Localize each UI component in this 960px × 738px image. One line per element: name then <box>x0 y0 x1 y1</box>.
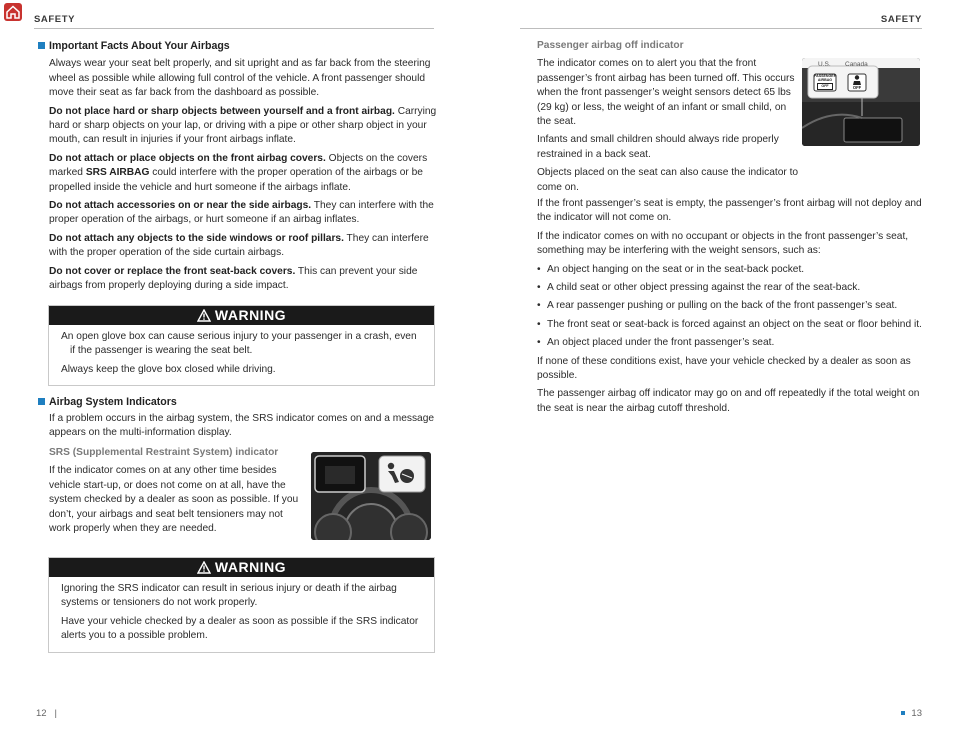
passenger-indicator-body <box>537 197 925 420</box>
warning-text: Ignoring the SRS indicator can result in serious injury or death if the airbag systems or tensioners do not work properly. <box>61 583 397 609</box>
interference-list <box>537 263 925 351</box>
header-rule <box>34 28 434 29</box>
passenger-subhead: Passenger airbag off indicator <box>537 40 684 51</box>
srs-indicator-figure <box>311 452 431 540</box>
section-title: Airbag System Indicators <box>38 395 298 409</box>
important-facts-section <box>38 39 438 298</box>
srs-subhead: SRS (Supplemental Restraint System) indicator <box>49 447 279 458</box>
body-paragraph: Infants and small children should always ride properly restrained in a back seat. <box>537 134 779 160</box>
body-paragraph: The passenger airbag off indicator may go on and off repeatedly if the total weight on the seat is near the airbag cutoff threshold. <box>537 388 920 414</box>
warning-box-glovebox <box>48 305 435 386</box>
intro-paragraph: Always wear your seat belt properly, and sit upright and as far back from the steering wheel as possible while allowing full control of the vehicle. A front passenger should move their seat as far back from the dashboard as possible. <box>49 58 431 99</box>
page-number: 12 | <box>36 708 57 719</box>
fact-item: Do not attach any objects to the side windows or roof pillars. They can interfere with the proper operation of the side curtain airbags. <box>49 232 429 259</box>
srs-indicator-block <box>49 446 299 540</box>
figure-label-us: U.S. <box>818 61 831 68</box>
warning-text: Have your vehicle checked by a dealer as soon as possible if the SRS indicator alerts you to a possible problem. <box>61 615 419 642</box>
page-number: 13 <box>901 708 922 719</box>
right-page <box>480 0 960 738</box>
us-indicator-badge: PASSENGER AIRBAG OFF <box>814 74 837 89</box>
section-title: Important Facts About Your Airbags <box>38 39 438 53</box>
fact-item: Do not cover or replace the front seat-back covers. This can prevent your side airbags from properly deploying during a side impact. <box>49 265 418 292</box>
fact-item: Do not attach or place objects on the front airbag covers. Objects on the covers marked SRS AIRBAG could interfere with the proper operation of the airbags or be propelled inside the vehicle and hurt someone if the airbags inflate. <box>49 152 428 193</box>
list-item: • An object hanging on the seat or in the seat-back pocket. <box>537 263 925 277</box>
page-marker-icon <box>901 711 905 715</box>
fact-item: Do not place hard or sharp objects between yourself and a front airbag. Carrying hard or sharp objects on your lap, or driving with a pipe or other sharp object in your mouth, can result in injuries if your front airbags inflate. <box>49 105 437 146</box>
canada-indicator-badge: OFF <box>852 85 862 90</box>
page-header: SAFETY <box>34 14 76 25</box>
page-header: SAFETY <box>880 14 922 25</box>
warning-triangle-icon <box>197 560 211 579</box>
body-paragraph: If the indicator comes on with no occupant or objects in the front passenger’s seat, something may be interfering with the weight sensors, such as: <box>537 230 909 257</box>
srs-body: If the indicator comes on at any other time besides vehicle start-up, or does not come on at all, have the system checked by a dealer as soon as possible. If you don’t, your airbags and seat belt tensioners may not work properly when they are needed. <box>49 465 299 535</box>
warning-bar: WARNING <box>49 306 434 325</box>
passenger-indicator-intro <box>537 39 799 199</box>
passenger-airbag-figure <box>802 58 920 146</box>
warning-text: An open glove box can cause serious injury to your passenger in a crash, even if the passenger is wearing the seat belt. <box>61 331 417 357</box>
body-paragraph: If the front passenger’s seat is empty, the passenger’s front airbag will not deploy and the indicator will not come on. <box>537 198 922 224</box>
home-icon[interactable] <box>4 3 22 21</box>
body-paragraph: Objects placed on the seat can also cause the indicator to come on. <box>537 167 799 193</box>
list-item: • The front seat or seat-back is forced against an object on the seat or floor behind it. <box>537 318 925 332</box>
warning-bar: WARNING <box>49 558 434 577</box>
warning-text: Always keep the glove box closed while driving. <box>61 363 276 375</box>
list-item: • A rear passenger pushing or pulling on the back of the front passenger’s seat. <box>537 299 925 313</box>
warning-triangle-icon <box>197 308 211 327</box>
list-item: • A child seat or other object pressing against the rear of the seat-back. <box>537 281 925 295</box>
list-item: • An object placed under the front passenger’s seat. <box>537 336 925 350</box>
section-marker-icon <box>38 398 45 405</box>
warning-box-srs <box>48 557 435 653</box>
indicators-intro: If a problem occurs in the airbag system, the SRS indicator comes on and a message appears on the multi-information display. <box>49 413 435 439</box>
fact-item: Do not attach accessories on or near the side airbags. They can interfere with the proper operation of the airbags, or hurt someone if an airbag inflates. <box>49 200 434 226</box>
section-marker-icon <box>38 42 45 49</box>
body-paragraph: If none of these conditions exist, have your vehicle checked by a dealer as soon as possible. <box>537 355 911 382</box>
header-rule <box>520 28 922 29</box>
figure-label-canada: Canada <box>845 61 868 68</box>
body-paragraph: The indicator comes on to alert you that the front passenger’s front airbag has been turned off. This occurs when the front passenger’s weight sensors detect 65 lbs (29 kg) or less, the weight of an infant or small child, on the seat. <box>537 58 795 128</box>
indicators-section <box>38 395 298 413</box>
